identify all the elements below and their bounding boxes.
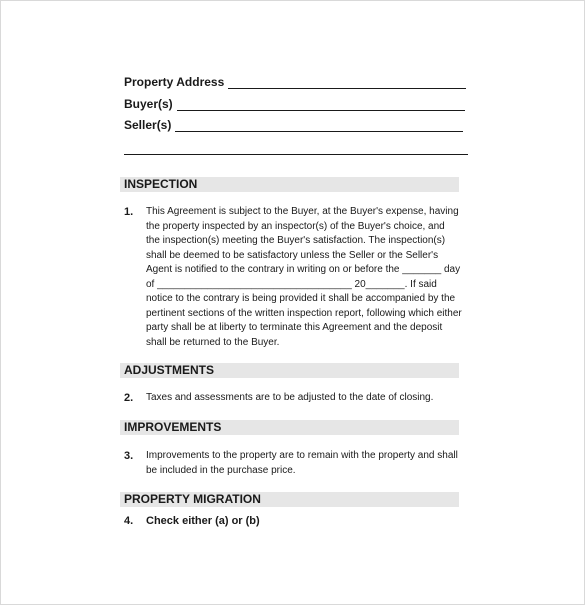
item-number: 4. bbox=[124, 515, 134, 527]
extra-address-line[interactable] bbox=[124, 154, 468, 155]
text-line: This Agreement is subject to the Buyer, at the Buyer's expense, having bbox=[146, 206, 459, 217]
text-line: Agent is notified to the contrary in writing on or before the _______ day bbox=[146, 264, 461, 275]
text-line: shall be deemed to be satisfactory unless the Seller or the Seller's bbox=[146, 249, 439, 261]
text-line: Taxes and assessments are to be adjusted to the date of closing. bbox=[146, 392, 434, 403]
section-improvements: IMPROVEMENTS bbox=[120, 420, 459, 435]
text-line: Improvements to the property are to remain with the property and shall bbox=[146, 450, 458, 461]
text-line: party shall be at liberty to terminate this Agreement and the deposit bbox=[146, 322, 443, 333]
buyers-field[interactable] bbox=[124, 97, 465, 111]
section-inspection: INSPECTION bbox=[120, 177, 459, 192]
text-line: of ___________________________________ 20_______. If said bbox=[146, 278, 437, 290]
property-address-field[interactable] bbox=[124, 75, 466, 89]
text-line: shall be returned to the Buyer. bbox=[146, 336, 280, 348]
text-line: be included in the purchase price. bbox=[146, 464, 296, 476]
text-line: the inspection(s) meeting the Buyer's satisfaction. The inspection(s) bbox=[146, 235, 446, 246]
sellers-label: Seller(s) bbox=[124, 118, 172, 132]
section-adjustments: ADJUSTMENTS bbox=[120, 363, 459, 378]
property-address-line[interactable] bbox=[228, 77, 466, 89]
list-item-1 bbox=[124, 205, 469, 350]
text-line: Check either (a) or (b) bbox=[146, 515, 260, 527]
text-line: pertinent sections of the written inspection report, following which either bbox=[146, 307, 462, 319]
item-2-text bbox=[146, 391, 469, 406]
buyers-line[interactable] bbox=[177, 99, 465, 111]
list-item-3 bbox=[124, 449, 469, 478]
item-number: 2. bbox=[124, 392, 134, 404]
sellers-field[interactable] bbox=[124, 118, 463, 132]
item-3-text bbox=[146, 449, 469, 478]
list-item-2 bbox=[124, 391, 469, 406]
buyers-label: Buyer(s) bbox=[124, 97, 173, 111]
item-number: 3. bbox=[124, 450, 134, 462]
item-1-text bbox=[146, 205, 469, 350]
section-property-migration: PROPERTY MIGRATION bbox=[120, 492, 459, 507]
item-number: 1. bbox=[124, 206, 134, 218]
property-address-label: Property Address bbox=[124, 75, 225, 89]
sellers-line[interactable] bbox=[175, 120, 463, 132]
text-line: notice to the contrary is being provided it shall be accompanied by the bbox=[146, 293, 456, 304]
list-item-4 bbox=[124, 514, 469, 529]
item-4-text bbox=[146, 514, 469, 529]
text-line: the property inspected by an inspector(s) of the Buyer's choice, and bbox=[146, 220, 445, 232]
